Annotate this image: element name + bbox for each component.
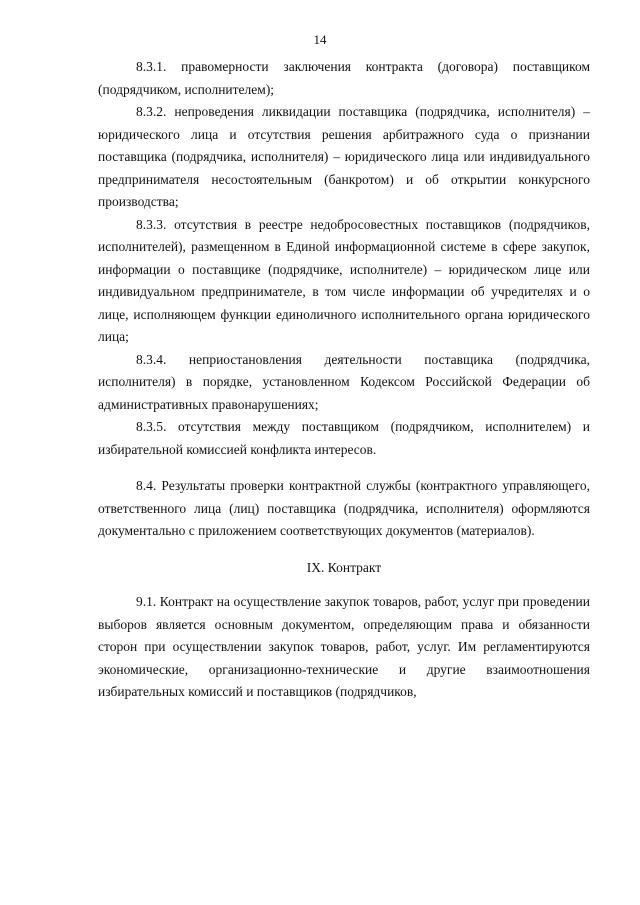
paragraph-9-1: 9.1. Контракт на осуществление закупок товаров, работ, услуг при проведении выборов является основным документом, определяющим права и обязанности сторон при осуществлении закупок товаров, работ, услуг. Им регламентируются экономические, организационно-технические и другие взаимоотношения избирательных комиссий и поставщиков (подрядчиков, — [98, 594, 590, 699]
paragraph-8-3-2: 8.3.2. непроведения ликвидации поставщика (подрядчика, исполнителя) – юридического лица и отсутствия решения арбитражного суда о признании поставщика (подрядчика, исполнителя) – юридического лица или индивидуального предпринимателя несостоятельным (банкротом) и об открытии конкурсного производства; — [98, 104, 590, 209]
paragraph-8-3-3: 8.3.3. отсутствия в реестре недобросовестных поставщиков (подрядчиков, исполнителей), размещенном в Единой информационной системе в сфере закупок, информации о поставщике (подрядчике, исполнителе) – юридическом лице или индивидуальном предпринимателе, в том числе информации об учредителях и о лице, исполняющем функции единоличного исполнительного органа юридического лица; — [98, 216, 590, 344]
section-heading: IX. Контракт — [306, 559, 382, 575]
paragraph-8-3-4: 8.3.4. неприостановления деятельности поставщика (подрядчика, исполнителя) в порядке, установленном Кодексом Российской Федерации об административных правонарушениях; — [98, 351, 590, 412]
document-body — [98, 56, 590, 704]
paragraph-spacer — [98, 461, 590, 475]
paragraph-8-3-1: 8.3.1. правомерности заключения контракта (договора) поставщиком (подрядчиком, исполнителем); — [98, 59, 590, 97]
paragraph-8-3-5: 8.3.5. отсутствия между поставщиком (подрядчиком, исполнителем) и избирательной комиссией конфликта интересов. — [98, 419, 590, 457]
paragraph-8-4: 8.4. Результаты проверки контрактной службы (контрактного управляющего, ответственного лица (лиц) поставщика (подрядчика, исполнителя) оформляются документально с приложением соответствующих документов (материалов). — [98, 478, 590, 538]
page-number: 14 — [313, 32, 327, 47]
